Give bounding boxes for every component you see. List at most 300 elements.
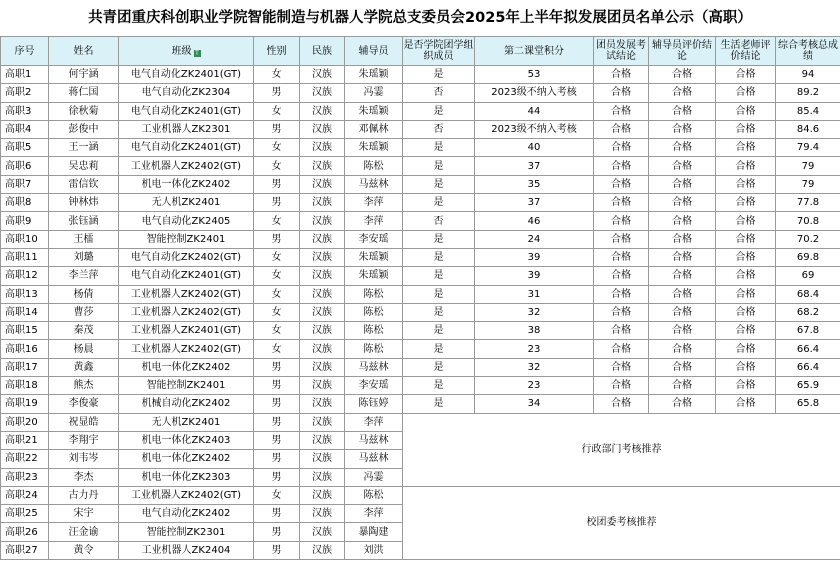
table-cell[interactable]: 合格 bbox=[594, 139, 649, 157]
table-cell[interactable]: 女 bbox=[254, 212, 300, 230]
table-cell[interactable]: 合格 bbox=[716, 230, 776, 248]
table-cell[interactable]: 高职9 bbox=[1, 212, 49, 230]
table-cell[interactable]: 徐秋菊 bbox=[49, 102, 119, 120]
table-cell[interactable]: 李萍 bbox=[345, 413, 403, 431]
table-cell[interactable]: 高职24 bbox=[1, 486, 49, 504]
table-cell[interactable]: 工业机器人ZK2404 bbox=[119, 541, 254, 559]
table-cell[interactable]: 雷信钦 bbox=[49, 175, 119, 193]
table-cell[interactable]: 高职26 bbox=[1, 523, 49, 541]
table-cell[interactable]: 合格 bbox=[649, 157, 716, 175]
table-cell[interactable]: 女 bbox=[254, 66, 300, 84]
table-cell[interactable]: 46 bbox=[475, 212, 594, 230]
table-cell[interactable]: 合格 bbox=[716, 120, 776, 138]
table-cell[interactable]: 古力丹 bbox=[49, 486, 119, 504]
table-cell[interactable]: 陈松 bbox=[345, 322, 403, 340]
table-cell[interactable]: 朱瑶颖 bbox=[345, 267, 403, 285]
table-cell[interactable]: 是 bbox=[403, 139, 475, 157]
table-cell[interactable]: 合格 bbox=[594, 102, 649, 120]
table-cell[interactable]: 暴陶建 bbox=[345, 523, 403, 541]
table-cell[interactable]: 汉族 bbox=[300, 194, 345, 212]
table-cell[interactable]: 合格 bbox=[594, 285, 649, 303]
table-cell[interactable]: 汉族 bbox=[300, 468, 345, 486]
table-cell[interactable]: 男 bbox=[254, 468, 300, 486]
table-cell[interactable]: 合格 bbox=[594, 377, 649, 395]
table-cell[interactable]: 宋宇 bbox=[49, 505, 119, 523]
table-cell[interactable]: 34 bbox=[475, 395, 594, 413]
table-cell[interactable]: 高职13 bbox=[1, 285, 49, 303]
table-cell[interactable]: 68.4 bbox=[776, 285, 840, 303]
table-cell[interactable]: 陈松 bbox=[345, 285, 403, 303]
table-cell[interactable]: 35 bbox=[475, 175, 594, 193]
table-cell[interactable]: 汉族 bbox=[300, 66, 345, 84]
table-cell[interactable]: 70.8 bbox=[776, 212, 840, 230]
table-cell[interactable]: 44 bbox=[475, 102, 594, 120]
table-cell[interactable]: 李翔宇 bbox=[49, 431, 119, 449]
table-cell[interactable]: 李安瑶 bbox=[345, 230, 403, 248]
table-cell[interactable]: 合格 bbox=[594, 395, 649, 413]
table-cell[interactable]: 何宇涵 bbox=[49, 66, 119, 84]
table-cell[interactable]: 智能控制ZK2301 bbox=[119, 523, 254, 541]
table-cell[interactable]: 工业机器人ZK2402(GT) bbox=[119, 303, 254, 321]
column-header[interactable] bbox=[49, 37, 119, 66]
table-cell[interactable]: 汉族 bbox=[300, 395, 345, 413]
table-cell[interactable]: 男 bbox=[254, 413, 300, 431]
table-cell[interactable]: 合格 bbox=[594, 120, 649, 138]
table-cell[interactable]: 工业机器人ZK2402(GT) bbox=[119, 486, 254, 504]
table-cell[interactable]: 69.8 bbox=[776, 248, 840, 266]
table-cell[interactable]: 李兰萍 bbox=[49, 267, 119, 285]
page-title: 共青团重庆科创职业学院智能制造与机器人学院总支委员会2025年上半年拟发展团员名单公示（高职） bbox=[88, 10, 752, 26]
table-cell[interactable]: 合格 bbox=[649, 285, 716, 303]
table-cell[interactable]: 40 bbox=[475, 139, 594, 157]
table-row bbox=[1, 248, 840, 266]
table-cell[interactable]: 高职10 bbox=[1, 230, 49, 248]
table-cell[interactable]: 蒋仁国 bbox=[49, 84, 119, 102]
table-cell[interactable]: 女 bbox=[254, 267, 300, 285]
table-cell[interactable]: 66.4 bbox=[776, 340, 840, 358]
table-cell[interactable]: 王檑 bbox=[49, 230, 119, 248]
table-cell[interactable]: 高职17 bbox=[1, 358, 49, 376]
table-cell[interactable]: 合格 bbox=[716, 66, 776, 84]
table-row bbox=[1, 194, 840, 212]
column-header-label: 综合考核总成绩 bbox=[778, 40, 838, 62]
table-cell[interactable]: 高职8 bbox=[1, 194, 49, 212]
table-cell[interactable]: 电气自动化ZK2402 bbox=[119, 505, 254, 523]
table-cell[interactable]: 朱瑶颖 bbox=[345, 102, 403, 120]
table-cell[interactable]: 电气自动化ZK2401(GT) bbox=[119, 102, 254, 120]
table-cell[interactable]: 陈松 bbox=[345, 486, 403, 504]
table-cell[interactable]: 合格 bbox=[649, 267, 716, 285]
table-cell[interactable]: 汉族 bbox=[300, 340, 345, 358]
table-cell[interactable]: 男 bbox=[254, 450, 300, 468]
table-cell[interactable]: 合格 bbox=[716, 175, 776, 193]
table-cell[interactable]: 陈钰婷 bbox=[345, 395, 403, 413]
table-cell[interactable]: 陈松 bbox=[345, 303, 403, 321]
table-cell[interactable]: 汉族 bbox=[300, 377, 345, 395]
column-header[interactable] bbox=[716, 37, 776, 66]
table-cell[interactable]: 机电一体化ZK2402 bbox=[119, 175, 254, 193]
table-cell[interactable]: 24 bbox=[475, 230, 594, 248]
table-cell[interactable]: 汉族 bbox=[300, 358, 345, 376]
admin-recommend-note: 行政部门考核推荐 bbox=[403, 413, 840, 486]
table-cell[interactable]: 94 bbox=[776, 66, 840, 84]
table-cell[interactable]: 高职11 bbox=[1, 248, 49, 266]
table-cell[interactable]: 智能控制ZK2401 bbox=[119, 377, 254, 395]
table-cell[interactable]: 高职4 bbox=[1, 120, 49, 138]
table-cell[interactable]: 高职5 bbox=[1, 139, 49, 157]
table-cell[interactable]: 工业机器人ZK2402(GT) bbox=[119, 285, 254, 303]
table-cell[interactable]: 汉族 bbox=[300, 84, 345, 102]
table-cell[interactable]: 合格 bbox=[594, 358, 649, 376]
table-cell[interactable]: 女 bbox=[254, 102, 300, 120]
table-cell[interactable]: 电气自动化ZK2402(GT) bbox=[119, 248, 254, 266]
table-cell[interactable]: 汪金谕 bbox=[49, 523, 119, 541]
table-cell[interactable]: 68.2 bbox=[776, 303, 840, 321]
table-cell[interactable]: 高职15 bbox=[1, 322, 49, 340]
table-cell[interactable]: 工业机器人ZK2402(GT) bbox=[119, 157, 254, 175]
table-cell[interactable]: 是 bbox=[403, 66, 475, 84]
table-cell[interactable]: 23 bbox=[475, 340, 594, 358]
table-cell[interactable]: 合格 bbox=[594, 267, 649, 285]
table-cell[interactable]: 合格 bbox=[649, 139, 716, 157]
table-cell[interactable]: 79 bbox=[776, 157, 840, 175]
table-cell[interactable]: 合格 bbox=[716, 212, 776, 230]
table-cell[interactable]: 是 bbox=[403, 194, 475, 212]
table-cell[interactable]: 男 bbox=[254, 120, 300, 138]
column-header[interactable] bbox=[254, 37, 300, 66]
table-cell[interactable]: 刘璐 bbox=[49, 248, 119, 266]
table-cell[interactable]: 汉族 bbox=[300, 505, 345, 523]
table-cell[interactable]: 合格 bbox=[716, 267, 776, 285]
table-cell[interactable]: 汉族 bbox=[300, 523, 345, 541]
column-header[interactable] bbox=[300, 37, 345, 66]
table-cell[interactable]: 31 bbox=[475, 285, 594, 303]
table-cell[interactable]: 汉族 bbox=[300, 450, 345, 468]
table-cell[interactable]: 女 bbox=[254, 486, 300, 504]
table-cell[interactable]: 否 bbox=[403, 84, 475, 102]
table-cell[interactable]: 男 bbox=[254, 194, 300, 212]
table-cell[interactable]: 84.6 bbox=[776, 120, 840, 138]
table-cell[interactable]: 合格 bbox=[594, 175, 649, 193]
table-cell[interactable]: 65.9 bbox=[776, 377, 840, 395]
table-cell[interactable]: 机械自动化ZK2402 bbox=[119, 395, 254, 413]
table-row bbox=[1, 120, 840, 138]
table-cell[interactable]: 合格 bbox=[649, 120, 716, 138]
table-cell[interactable]: 合格 bbox=[716, 322, 776, 340]
table-cell[interactable]: 合格 bbox=[649, 212, 716, 230]
table-cell[interactable]: 钟林炜 bbox=[49, 194, 119, 212]
table-cell[interactable]: 合格 bbox=[716, 340, 776, 358]
table-cell[interactable]: 男 bbox=[254, 84, 300, 102]
table-cell[interactable]: 女 bbox=[254, 285, 300, 303]
table-cell[interactable]: 合格 bbox=[594, 157, 649, 175]
table-cell[interactable]: 男 bbox=[254, 523, 300, 541]
table-cell[interactable]: 电气自动化ZK2304 bbox=[119, 84, 254, 102]
table-cell[interactable]: 23 bbox=[475, 377, 594, 395]
table-cell[interactable]: 女 bbox=[254, 340, 300, 358]
table-cell[interactable]: 汉族 bbox=[300, 285, 345, 303]
table-cell[interactable]: 合格 bbox=[649, 102, 716, 120]
table-cell[interactable]: 39 bbox=[475, 267, 594, 285]
table-cell[interactable]: 37 bbox=[475, 157, 594, 175]
table-cell[interactable]: 高职1 bbox=[1, 66, 49, 84]
table-cell[interactable]: 合格 bbox=[716, 377, 776, 395]
table-cell[interactable]: 男 bbox=[254, 505, 300, 523]
table-cell[interactable]: 李萍 bbox=[345, 194, 403, 212]
table-cell[interactable]: 合格 bbox=[716, 157, 776, 175]
table-cell[interactable]: 2023级不纳入考核 bbox=[475, 84, 594, 102]
table-cell[interactable]: 电气自动化ZK2405 bbox=[119, 212, 254, 230]
table-cell[interactable]: 79.4 bbox=[776, 139, 840, 157]
table-cell[interactable]: 李萍 bbox=[345, 212, 403, 230]
table-cell[interactable]: 是 bbox=[403, 102, 475, 120]
table-cell[interactable]: 女 bbox=[254, 157, 300, 175]
table-cell[interactable]: 合格 bbox=[649, 377, 716, 395]
table-cell[interactable]: 黄鑫 bbox=[49, 358, 119, 376]
table-cell[interactable]: 是 bbox=[403, 303, 475, 321]
table-cell[interactable]: 汉族 bbox=[300, 267, 345, 285]
table-cell[interactable]: 合格 bbox=[594, 66, 649, 84]
table-cell[interactable]: 是 bbox=[403, 175, 475, 193]
table-cell[interactable]: 高职21 bbox=[1, 431, 49, 449]
table-cell[interactable]: 69 bbox=[776, 267, 840, 285]
table-cell[interactable]: 女 bbox=[254, 303, 300, 321]
table-cell[interactable]: 67.8 bbox=[776, 322, 840, 340]
table-cell[interactable]: 祝显皓 bbox=[49, 413, 119, 431]
table-cell[interactable]: 高职22 bbox=[1, 450, 49, 468]
table-cell[interactable]: 刘洪 bbox=[345, 541, 403, 559]
table-cell[interactable]: 男 bbox=[254, 377, 300, 395]
table-cell[interactable]: 合格 bbox=[649, 248, 716, 266]
table-cell[interactable]: 熊杰 bbox=[49, 377, 119, 395]
column-header[interactable] bbox=[345, 37, 403, 66]
table-cell[interactable]: 陈松 bbox=[345, 157, 403, 175]
table-cell[interactable]: 汉族 bbox=[300, 486, 345, 504]
table-cell[interactable]: 高职27 bbox=[1, 541, 49, 559]
table-cell[interactable]: 朱瑶颖 bbox=[345, 248, 403, 266]
table-cell[interactable]: 马兹林 bbox=[345, 450, 403, 468]
table-cell[interactable]: 汉族 bbox=[300, 230, 345, 248]
column-header[interactable] bbox=[1, 37, 49, 66]
table-cell[interactable]: 合格 bbox=[716, 358, 776, 376]
table-cell[interactable]: 是 bbox=[403, 340, 475, 358]
table-cell[interactable]: 合格 bbox=[716, 248, 776, 266]
table-cell[interactable]: 黄令 bbox=[49, 541, 119, 559]
table-cell[interactable]: 合格 bbox=[649, 358, 716, 376]
table-cell[interactable]: 秦茂 bbox=[49, 322, 119, 340]
table-cell[interactable]: 机电一体化ZK2402 bbox=[119, 450, 254, 468]
table-cell[interactable]: 合格 bbox=[594, 212, 649, 230]
column-header[interactable] bbox=[649, 37, 716, 66]
table-cell[interactable]: 37 bbox=[475, 194, 594, 212]
table-cell[interactable]: 合格 bbox=[594, 322, 649, 340]
table-cell[interactable]: 邓佩林 bbox=[345, 120, 403, 138]
table-cell[interactable]: 合格 bbox=[594, 194, 649, 212]
table-cell[interactable]: 男 bbox=[254, 358, 300, 376]
table-cell[interactable]: 合格 bbox=[649, 66, 716, 84]
table-cell[interactable]: 高职25 bbox=[1, 505, 49, 523]
table-cell[interactable]: 李杰 bbox=[49, 468, 119, 486]
table-cell[interactable]: 工业机器人ZK2401(GT) bbox=[119, 322, 254, 340]
table-cell[interactable]: 汉族 bbox=[300, 303, 345, 321]
league-recommend-note: 校团委考核推荐 bbox=[403, 486, 840, 559]
table-cell[interactable]: 合格 bbox=[716, 285, 776, 303]
table-cell[interactable]: 高职19 bbox=[1, 395, 49, 413]
table-cell[interactable]: 合格 bbox=[594, 303, 649, 321]
table-cell[interactable]: 冯霎 bbox=[345, 468, 403, 486]
table-cell[interactable]: 汉族 bbox=[300, 248, 345, 266]
table-cell[interactable]: 高职16 bbox=[1, 340, 49, 358]
table-cell[interactable]: 是 bbox=[403, 267, 475, 285]
table-cell[interactable]: 杨晨 bbox=[49, 340, 119, 358]
table-cell[interactable]: 高职6 bbox=[1, 157, 49, 175]
table-cell[interactable]: 汉族 bbox=[300, 541, 345, 559]
table-cell[interactable]: 合格 bbox=[649, 175, 716, 193]
table-cell[interactable]: 张钰涵 bbox=[49, 212, 119, 230]
table-cell[interactable]: 高职14 bbox=[1, 303, 49, 321]
table-cell[interactable]: 曹莎 bbox=[49, 303, 119, 321]
table-cell[interactable]: 女 bbox=[254, 322, 300, 340]
table-cell[interactable]: 无人机ZK2401 bbox=[119, 413, 254, 431]
filter-icon[interactable]: T bbox=[195, 49, 199, 57]
table-cell[interactable]: 合格 bbox=[649, 230, 716, 248]
table-cell[interactable]: 男 bbox=[254, 395, 300, 413]
table-cell[interactable]: 汉族 bbox=[300, 175, 345, 193]
table-cell[interactable]: 汉族 bbox=[300, 157, 345, 175]
table-cell[interactable]: 合格 bbox=[649, 395, 716, 413]
column-header-label: 序号 bbox=[14, 45, 35, 57]
table-cell[interactable]: 合格 bbox=[649, 303, 716, 321]
table-cell[interactable]: 79 bbox=[776, 175, 840, 193]
table-row bbox=[1, 230, 840, 248]
table-cell[interactable]: 汉族 bbox=[300, 120, 345, 138]
table-cell[interactable]: 否 bbox=[403, 120, 475, 138]
table-cell[interactable]: 机电一体化ZK2402 bbox=[119, 358, 254, 376]
table-cell[interactable]: 机电一体化ZK2403 bbox=[119, 431, 254, 449]
table-cell[interactable]: 冯霎 bbox=[345, 84, 403, 102]
table-cell[interactable]: 是 bbox=[403, 377, 475, 395]
table-cell[interactable]: 高职2 bbox=[1, 84, 49, 102]
table-cell[interactable]: 高职20 bbox=[1, 413, 49, 431]
table-cell[interactable]: 女 bbox=[254, 248, 300, 266]
table-cell[interactable]: 合格 bbox=[594, 248, 649, 266]
table-cell[interactable]: 彭俊中 bbox=[49, 120, 119, 138]
table-cell[interactable]: 是 bbox=[403, 395, 475, 413]
table-cell[interactable]: 合格 bbox=[649, 322, 716, 340]
table-cell[interactable]: 马兹林 bbox=[345, 431, 403, 449]
table-cell[interactable]: 合格 bbox=[716, 139, 776, 157]
table-cell[interactable]: 汉族 bbox=[300, 322, 345, 340]
table-cell[interactable]: 男 bbox=[254, 431, 300, 449]
table-cell[interactable]: 汉族 bbox=[300, 212, 345, 230]
table-cell[interactable]: 杨倩 bbox=[49, 285, 119, 303]
table-cell[interactable]: 机电一体化ZK2303 bbox=[119, 468, 254, 486]
table-cell[interactable]: 是 bbox=[403, 230, 475, 248]
table-cell[interactable]: 男 bbox=[254, 175, 300, 193]
table-cell[interactable]: 电气自动化ZK2401(GT) bbox=[119, 267, 254, 285]
table-cell[interactable]: 李安瑶 bbox=[345, 377, 403, 395]
table-cell[interactable]: 合格 bbox=[716, 395, 776, 413]
table-cell[interactable]: 高职12 bbox=[1, 267, 49, 285]
table-cell[interactable]: 汉族 bbox=[300, 102, 345, 120]
table-cell[interactable]: 吴忠莉 bbox=[49, 157, 119, 175]
table-cell[interactable]: 高职23 bbox=[1, 468, 49, 486]
table-cell[interactable]: 是 bbox=[403, 157, 475, 175]
table-cell[interactable]: 朱瑶颖 bbox=[345, 139, 403, 157]
table-cell[interactable]: 高职18 bbox=[1, 377, 49, 395]
table-cell[interactable]: 工业机器人ZK2301 bbox=[119, 120, 254, 138]
table-cell[interactable]: 电气自动化ZK2401(GT) bbox=[119, 139, 254, 157]
table-cell[interactable]: 女 bbox=[254, 139, 300, 157]
table-cell[interactable]: 89.2 bbox=[776, 84, 840, 102]
table-cell[interactable]: 汉族 bbox=[300, 431, 345, 449]
table-cell[interactable]: 男 bbox=[254, 230, 300, 248]
table-cell[interactable]: 合格 bbox=[716, 303, 776, 321]
table-row bbox=[1, 139, 840, 157]
table-cell[interactable]: 53 bbox=[475, 66, 594, 84]
table-cell[interactable]: 汉族 bbox=[300, 139, 345, 157]
table-cell[interactable]: 是 bbox=[403, 322, 475, 340]
table-cell[interactable]: 38 bbox=[475, 322, 594, 340]
table-cell[interactable]: 合格 bbox=[594, 340, 649, 358]
column-header[interactable] bbox=[776, 37, 840, 66]
table-cell[interactable]: 合格 bbox=[716, 194, 776, 212]
column-header[interactable] bbox=[594, 37, 649, 66]
table-cell[interactable]: 39 bbox=[475, 248, 594, 266]
table-cell[interactable]: 智能控制ZK2401 bbox=[119, 230, 254, 248]
table-cell[interactable]: 朱瑶颖 bbox=[345, 66, 403, 84]
table-cell[interactable]: 合格 bbox=[594, 230, 649, 248]
table-cell[interactable]: 是 bbox=[403, 248, 475, 266]
table-cell[interactable]: 男 bbox=[254, 541, 300, 559]
table-cell[interactable]: 合格 bbox=[716, 84, 776, 102]
table-cell[interactable]: 高职3 bbox=[1, 102, 49, 120]
table-cell[interactable]: 合格 bbox=[649, 194, 716, 212]
table-cell[interactable]: 32 bbox=[475, 358, 594, 376]
table-cell[interactable]: 是 bbox=[403, 285, 475, 303]
table-cell[interactable]: 无人机ZK2401 bbox=[119, 194, 254, 212]
table-cell[interactable]: 32 bbox=[475, 303, 594, 321]
table-cell[interactable]: 85.4 bbox=[776, 102, 840, 120]
table-cell[interactable]: 2023级不纳入考核 bbox=[475, 120, 594, 138]
column-header[interactable] bbox=[119, 37, 254, 66]
table-cell[interactable]: 66.4 bbox=[776, 358, 840, 376]
table-cell[interactable]: 王一涵 bbox=[49, 139, 119, 157]
table-cell[interactable]: 马兹林 bbox=[345, 358, 403, 376]
column-header[interactable] bbox=[403, 37, 475, 66]
table-cell[interactable]: 高职7 bbox=[1, 175, 49, 193]
table-cell[interactable]: 马兹林 bbox=[345, 175, 403, 193]
table-cell[interactable]: 刘韦岑 bbox=[49, 450, 119, 468]
table-cell[interactable]: 李萍 bbox=[345, 505, 403, 523]
table-cell[interactable]: 70.2 bbox=[776, 230, 840, 248]
table-cell[interactable]: 65.8 bbox=[776, 395, 840, 413]
table-cell[interactable]: 是 bbox=[403, 358, 475, 376]
table-cell[interactable]: 合格 bbox=[716, 102, 776, 120]
table-cell[interactable]: 否 bbox=[403, 212, 475, 230]
table-cell[interactable]: 合格 bbox=[594, 84, 649, 102]
table-cell[interactable]: 77.8 bbox=[776, 194, 840, 212]
column-header[interactable] bbox=[475, 37, 594, 66]
table-cell[interactable]: 合格 bbox=[649, 340, 716, 358]
table-cell[interactable]: 工业机器人ZK2402(GT) bbox=[119, 340, 254, 358]
table-cell[interactable]: 陈松 bbox=[345, 340, 403, 358]
table-cell[interactable]: 电气自动化ZK2401(GT) bbox=[119, 66, 254, 84]
table-cell[interactable]: 合格 bbox=[649, 84, 716, 102]
table-row bbox=[1, 377, 840, 395]
table-cell[interactable]: 李俊豪 bbox=[49, 395, 119, 413]
table-cell[interactable]: 汉族 bbox=[300, 413, 345, 431]
